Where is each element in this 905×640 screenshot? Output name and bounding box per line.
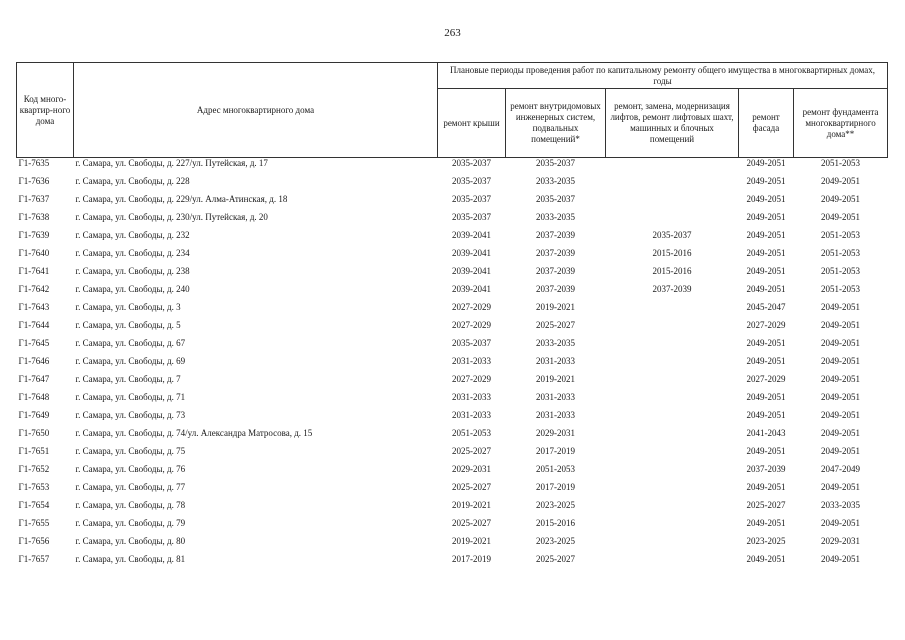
table-row xyxy=(17,532,888,550)
cell-lifts xyxy=(606,190,739,208)
cell-code: Г1-7650 xyxy=(18,427,50,438)
cell-lifts xyxy=(606,388,739,406)
cell-lifts xyxy=(606,532,739,550)
table-row xyxy=(17,190,888,208)
cell-roof: 2035-2037 xyxy=(452,337,491,348)
cell-engineering: 2031-2033 xyxy=(536,409,575,420)
cell-roof: 2025-2027 xyxy=(452,517,491,528)
cell-foundation: 2029-2031 xyxy=(821,535,861,546)
cell-roof: 2031-2033 xyxy=(452,391,491,402)
cell-address: г. Самара, ул. Свободы, д. 3 xyxy=(75,301,181,312)
cell-roof: 2039-2041 xyxy=(452,247,491,258)
cell-lifts xyxy=(606,514,739,532)
cell-foundation: 2049-2051 xyxy=(821,319,861,330)
table-row xyxy=(17,370,888,388)
cell-facade: 2049-2051 xyxy=(746,409,786,420)
cell-engineering: 2019-2021 xyxy=(536,301,575,312)
cell-engineering: 2037-2039 xyxy=(536,247,575,258)
cell-roof: 2035-2037 xyxy=(452,158,491,168)
cell-lifts xyxy=(606,496,739,514)
table-row xyxy=(17,172,888,190)
cell-roof: 2035-2037 xyxy=(452,175,491,186)
header-engineering: ремонт внутридомовых инженерных систем, подвальных помещений* xyxy=(506,89,606,158)
cell-facade: 2049-2051 xyxy=(746,229,786,240)
cell-facade: 2049-2051 xyxy=(746,391,786,402)
cell-roof: 2019-2021 xyxy=(452,499,491,510)
cell-facade: 2049-2051 xyxy=(746,265,786,276)
cell-address: г. Самара, ул. Свободы, д. 228 xyxy=(75,175,190,186)
cell-foundation: 2049-2051 xyxy=(821,517,861,528)
cell-engineering: 2035-2037 xyxy=(536,193,575,204)
cell-engineering: 2017-2019 xyxy=(536,445,575,456)
cell-code: Г1-7640 xyxy=(18,247,50,258)
cell-roof: 2039-2041 xyxy=(452,265,491,276)
cell-foundation: 2049-2051 xyxy=(821,445,861,456)
cell-engineering: 2051-2053 xyxy=(536,463,575,474)
cell-roof: 2025-2027 xyxy=(452,445,491,456)
table-row xyxy=(17,388,888,406)
cell-engineering: 2031-2033 xyxy=(536,355,575,366)
table-row xyxy=(17,298,888,316)
cell-roof: 2035-2037 xyxy=(452,193,491,204)
cell-lifts xyxy=(606,208,739,226)
cell-roof: 2031-2033 xyxy=(452,355,491,366)
cell-engineering: 2033-2035 xyxy=(536,211,575,222)
cell-code: Г1-7635 xyxy=(18,158,50,168)
cell-foundation: 2049-2051 xyxy=(821,175,861,186)
header-planned-periods: Плановые периоды проведения работ по капитальному ремонту общего имущества в многоквартирных домах, годы xyxy=(438,63,888,89)
header-code: Код много-квартир-ного дома xyxy=(17,63,74,158)
cell-lifts xyxy=(606,172,739,190)
cell-code: Г1-7656 xyxy=(18,535,50,546)
cell-engineering: 2019-2021 xyxy=(536,373,575,384)
cell-lifts: 2035-2037 xyxy=(652,229,692,240)
cell-code: Г1-7636 xyxy=(18,175,50,186)
cell-engineering: 2037-2039 xyxy=(536,229,575,240)
cell-foundation: 2049-2051 xyxy=(821,373,861,384)
cell-lifts: 2015-2016 xyxy=(652,265,692,276)
cell-lifts xyxy=(606,370,739,388)
cell-engineering: 2025-2027 xyxy=(536,553,575,564)
table-row xyxy=(17,550,888,568)
header-lifts: ремонт, замена, модернизация лифтов, ремонт лифтовых шахт, машинных и блочных помещений xyxy=(606,89,739,158)
cell-code: Г1-7642 xyxy=(18,283,50,294)
table-row xyxy=(17,460,888,478)
cell-foundation: 2051-2053 xyxy=(821,247,861,258)
cell-facade: 2049-2051 xyxy=(746,158,786,168)
cell-code: Г1-7654 xyxy=(18,499,50,510)
cell-code: Г1-7657 xyxy=(18,553,50,564)
cell-address: г. Самара, ул. Свободы, д. 71 xyxy=(75,391,186,402)
cell-facade: 2049-2051 xyxy=(746,211,786,222)
cell-lifts xyxy=(606,478,739,496)
cell-engineering: 2037-2039 xyxy=(536,265,575,276)
cell-engineering: 2037-2039 xyxy=(536,283,575,294)
cell-roof: 2039-2041 xyxy=(452,283,491,294)
cell-address: г. Самара, ул. Свободы, д. 76 xyxy=(75,463,186,474)
cell-roof: 2039-2041 xyxy=(452,229,491,240)
cell-code: Г1-7649 xyxy=(18,409,50,420)
cell-code: Г1-7644 xyxy=(18,319,50,330)
cell-address: г. Самара, ул. Свободы, д. 5 xyxy=(75,319,181,330)
cell-engineering: 2033-2035 xyxy=(536,175,575,186)
cell-roof: 2035-2037 xyxy=(452,211,491,222)
header-foundation: ремонт фундамента многоквартирного дома** xyxy=(794,89,888,158)
cell-foundation: 2033-2035 xyxy=(821,499,861,510)
cell-address: г. Самара, ул. Свободы, д. 230/ул. Путейская, д. 20 xyxy=(75,211,268,222)
cell-address: г. Самара, ул. Свободы, д. 240 xyxy=(75,283,190,294)
cell-address: г. Самара, ул. Свободы, д. 79 xyxy=(75,517,186,528)
table-body xyxy=(17,158,888,569)
table-row xyxy=(17,496,888,514)
cell-facade: 2049-2051 xyxy=(746,553,786,564)
cell-engineering: 2015-2016 xyxy=(536,517,575,528)
cell-code: Г1-7643 xyxy=(18,301,50,312)
cell-roof: 2027-2029 xyxy=(452,373,491,384)
cell-engineering: 2031-2033 xyxy=(536,391,575,402)
cell-roof: 2017-2019 xyxy=(452,553,491,564)
cell-code: Г1-7648 xyxy=(18,391,50,402)
cell-code: Г1-7638 xyxy=(18,211,50,222)
cell-foundation: 2049-2051 xyxy=(821,301,861,312)
cell-address: г. Самара, ул. Свободы, д. 7 xyxy=(75,373,181,384)
cell-address: г. Самара, ул. Свободы, д. 80 xyxy=(75,535,186,546)
cell-address: г. Самара, ул. Свободы, д. 227/ул. Путейская, д. 17 xyxy=(75,158,268,168)
header-roof: ремонт крыши xyxy=(438,89,506,158)
cell-facade: 2025-2027 xyxy=(746,499,786,510)
cell-facade: 2037-2039 xyxy=(746,463,786,474)
cell-foundation: 2051-2053 xyxy=(821,265,861,276)
cell-address: г. Самара, ул. Свободы, д. 229/ул. Алма-Атинская, д. 18 xyxy=(75,193,288,204)
table-row xyxy=(17,280,888,298)
cell-facade: 2049-2051 xyxy=(746,175,786,186)
cell-address: г. Самара, ул. Свободы, д. 74/ул. Александра Матросова, д. 15 xyxy=(75,427,313,438)
cell-facade: 2049-2051 xyxy=(746,247,786,258)
cell-facade: 2045-2047 xyxy=(746,301,786,312)
cell-foundation: 2049-2051 xyxy=(821,355,861,366)
cell-engineering: 2023-2025 xyxy=(536,499,575,510)
cell-roof: 2025-2027 xyxy=(452,481,491,492)
cell-engineering: 2023-2025 xyxy=(536,535,575,546)
cell-code: Г1-7646 xyxy=(18,355,50,366)
cell-engineering: 2033-2035 xyxy=(536,337,575,348)
header-facade: ремонт фасада xyxy=(739,89,794,158)
cell-facade: 2049-2051 xyxy=(746,445,786,456)
cell-lifts xyxy=(606,316,739,334)
table-row xyxy=(17,316,888,334)
cell-roof: 2027-2029 xyxy=(452,319,491,330)
cell-lifts xyxy=(606,442,739,460)
cell-code: Г1-7647 xyxy=(18,373,50,384)
table-row xyxy=(17,352,888,370)
cell-address: г. Самара, ул. Свободы, д. 73 xyxy=(75,409,186,420)
cell-address: г. Самара, ул. Свободы, д. 238 xyxy=(75,265,190,276)
page-number: 263 xyxy=(444,27,461,39)
table-row xyxy=(17,158,888,173)
cell-code: Г1-7651 xyxy=(18,445,50,456)
cell-facade: 2027-2029 xyxy=(746,319,786,330)
cell-address: г. Самара, ул. Свободы, д. 69 xyxy=(75,355,186,366)
cell-lifts xyxy=(606,406,739,424)
cell-facade: 2049-2051 xyxy=(746,193,786,204)
cell-foundation: 2049-2051 xyxy=(821,409,861,420)
cell-facade: 2049-2051 xyxy=(746,481,786,492)
cell-lifts: 2015-2016 xyxy=(652,247,692,258)
table-row xyxy=(17,424,888,442)
cell-foundation: 2051-2053 xyxy=(821,158,861,168)
cell-engineering: 2035-2037 xyxy=(536,158,575,168)
header-address: Адрес многоквартирного дома xyxy=(74,63,438,158)
cell-foundation: 2049-2051 xyxy=(821,391,861,402)
cell-foundation: 2049-2051 xyxy=(821,337,861,348)
cell-code: Г1-7655 xyxy=(18,517,50,528)
cell-code: Г1-7652 xyxy=(18,463,50,474)
cell-roof: 2029-2031 xyxy=(452,463,491,474)
cell-foundation: 2051-2053 xyxy=(821,283,861,294)
cell-facade: 2049-2051 xyxy=(746,517,786,528)
cell-code: Г1-7653 xyxy=(18,481,50,492)
cell-foundation: 2047-2049 xyxy=(821,463,861,474)
table-row xyxy=(17,334,888,352)
cell-lifts xyxy=(606,158,739,173)
cell-roof: 2051-2053 xyxy=(452,427,491,438)
cell-address: г. Самара, ул. Свободы, д. 75 xyxy=(75,445,186,456)
cell-roof: 2027-2029 xyxy=(452,301,491,312)
cell-lifts xyxy=(606,550,739,568)
cell-roof: 2031-2033 xyxy=(452,409,491,420)
cell-facade: 2027-2029 xyxy=(746,373,786,384)
cell-code: Г1-7645 xyxy=(18,337,50,348)
cell-lifts xyxy=(606,424,739,442)
cell-code: Г1-7639 xyxy=(18,229,50,240)
cell-address: г. Самара, ул. Свободы, д. 232 xyxy=(75,229,190,240)
cell-code: Г1-7641 xyxy=(18,265,50,276)
table-row xyxy=(17,208,888,226)
cell-engineering: 2025-2027 xyxy=(536,319,575,330)
cell-facade: 2049-2051 xyxy=(746,355,786,366)
table-row xyxy=(17,226,888,244)
cell-facade: 2049-2051 xyxy=(746,337,786,348)
capital-repair-schedule-table xyxy=(16,62,888,568)
cell-address: г. Самара, ул. Свободы, д. 67 xyxy=(75,337,186,348)
cell-foundation: 2051-2053 xyxy=(821,229,861,240)
cell-foundation: 2049-2051 xyxy=(821,553,861,564)
cell-lifts xyxy=(606,298,739,316)
cell-code: Г1-7637 xyxy=(18,193,50,204)
table-row xyxy=(17,406,888,424)
cell-foundation: 2049-2051 xyxy=(821,481,861,492)
cell-lifts xyxy=(606,460,739,478)
table-row xyxy=(17,478,888,496)
cell-facade: 2041-2043 xyxy=(746,427,786,438)
cell-address: г. Самара, ул. Свободы, д. 81 xyxy=(75,553,186,564)
table-row xyxy=(17,514,888,532)
cell-engineering: 2017-2019 xyxy=(536,481,575,492)
table-row xyxy=(17,442,888,460)
cell-lifts xyxy=(606,334,739,352)
cell-address: г. Самара, ул. Свободы, д. 77 xyxy=(75,481,186,492)
cell-address: г. Самара, ул. Свободы, д. 234 xyxy=(75,247,190,258)
cell-roof: 2019-2021 xyxy=(452,535,491,546)
cell-engineering: 2029-2031 xyxy=(536,427,575,438)
cell-foundation: 2049-2051 xyxy=(821,211,861,222)
table-row xyxy=(17,244,888,262)
cell-address: г. Самара, ул. Свободы, д. 78 xyxy=(75,499,186,510)
cell-lifts xyxy=(606,352,739,370)
cell-foundation: 2049-2051 xyxy=(821,427,861,438)
table-row xyxy=(17,262,888,280)
cell-foundation: 2049-2051 xyxy=(821,193,861,204)
cell-facade: 2049-2051 xyxy=(746,283,786,294)
cell-facade: 2023-2025 xyxy=(746,535,786,546)
cell-lifts: 2037-2039 xyxy=(652,283,692,294)
